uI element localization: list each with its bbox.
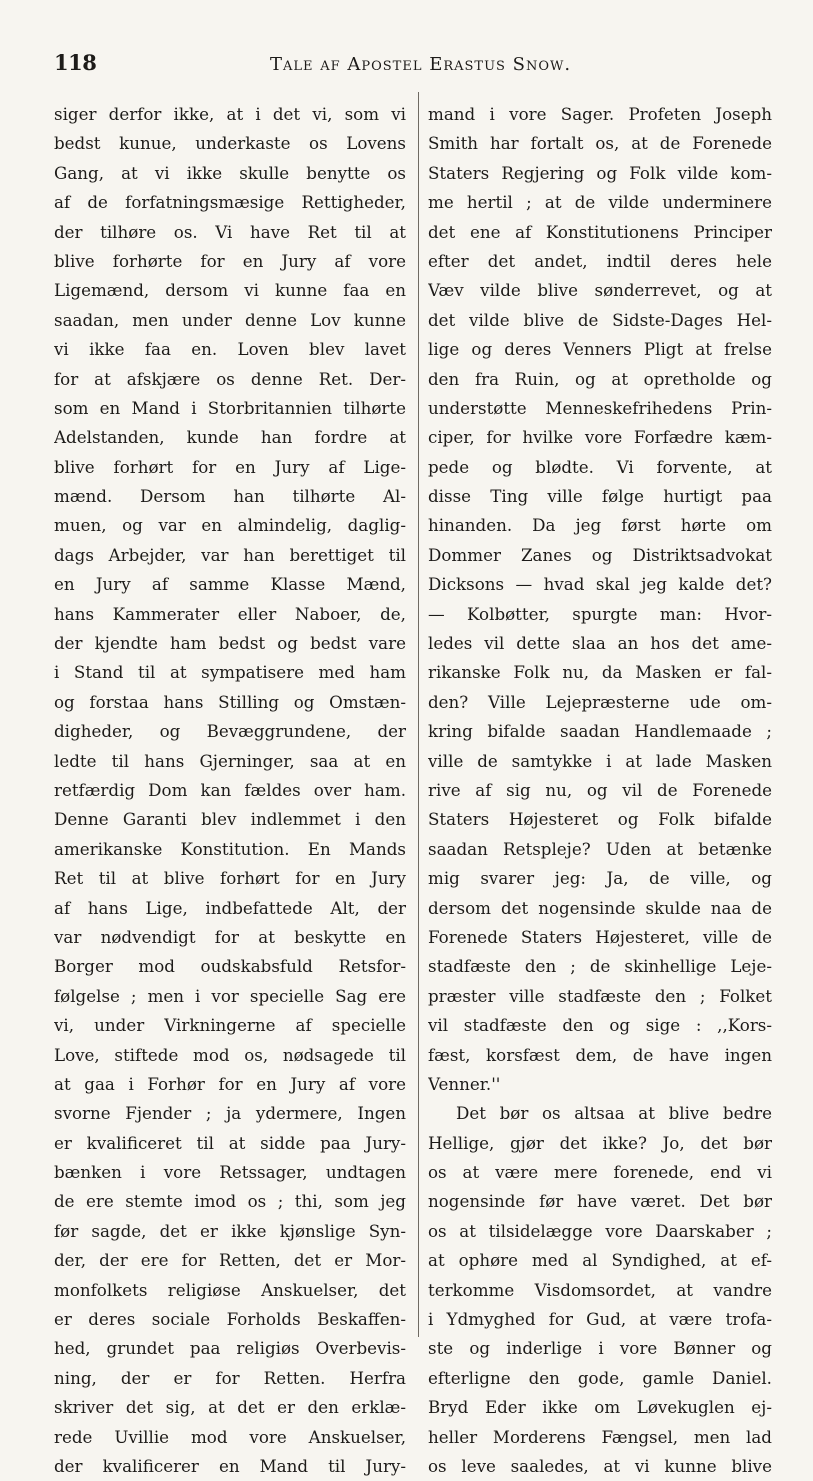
text-line: understøtte Menneskefrihedens Prin-	[428, 397, 772, 418]
left-column	[54, 100, 406, 1481]
running-head: Tale af Apostel Erastus Snow.	[270, 54, 572, 75]
text-line: digheder, og Bevæggrundene, der	[54, 721, 406, 742]
text-line: Venner.''	[428, 1073, 501, 1094]
text-line: skriver det sig, at det er den erklæ-	[54, 1397, 406, 1418]
page-header	[0, 50, 813, 90]
text-line: — Kolbøtter, spurgte man: Hvor-	[428, 603, 772, 624]
text-line: siger derfor ikke, at i det vi, som vi	[54, 104, 406, 124]
text-line: ledte til hans Gjerninger, saa at en	[54, 750, 406, 771]
text-line: pede og blødte. Vi forvente, at	[428, 456, 772, 477]
text-line: svorne Fjender ; ja ydermere, Ingen	[54, 1103, 406, 1124]
text-line: vil stadfæste den og sige : ,,Kors-	[428, 1015, 772, 1036]
text-line: der tilhøre os. Vi have Ret til at	[54, 221, 406, 242]
text-line: muen, og var en almindelig, daglig-	[54, 515, 406, 536]
text-line: Hellige, gjør det ikke? Jo, det bør	[428, 1132, 772, 1153]
text-line: Staters Regjering og Folk vilde kom-	[428, 162, 772, 183]
text-line: vi, under Virkningerne af specielle	[54, 1015, 406, 1036]
text-line: disse Ting ville følge hurtigt paa	[428, 486, 772, 507]
text-line: os at tilsidelægge vore Daarskaber ;	[428, 1220, 772, 1241]
text-line: Gang, at vi ikke skulle benytte os	[54, 162, 406, 183]
text-line: os leve saaledes, at vi kunne blive	[428, 1455, 772, 1476]
text-line: saadan Retspleje? Uden at betænke	[428, 838, 772, 859]
text-line: der kjendte ham bedst og bedst vare	[54, 633, 406, 654]
text-line: er kvalificeret til at sidde paa Jury-	[54, 1132, 406, 1153]
text-line: Bryd Eder ikke om Løvekuglen ej-	[428, 1397, 772, 1418]
text-line: rede Uvillie mod vore Anskuelser,	[54, 1426, 406, 1447]
text-line: bedst kunue, underkaste os Lovens	[54, 133, 406, 154]
text-line: Staters Højesteret og Folk bifalde	[428, 809, 772, 830]
text-line: ledes vil dette slaa an hos det ame-	[428, 633, 772, 654]
text-line: efter det andet, indtil deres hele	[428, 250, 772, 271]
text-line: Adelstanden, kunde han fordre at	[54, 427, 406, 448]
text-line: det vilde blive de Sidste-Dages Hel-	[428, 309, 772, 330]
text-line: i Stand til at sympatisere med ham	[54, 662, 406, 683]
text-line: ciper, for hvilke vore Forfædre kæm-	[428, 427, 772, 448]
text-line: at gaa i Forhør for en Jury af vore	[54, 1073, 406, 1094]
text-line: kring bifalde saadan Handlemaade ;	[428, 721, 772, 742]
column-divider	[418, 92, 419, 1337]
text-line: var nødvendigt for at beskytte en	[54, 926, 406, 947]
text-line: rive af sig nu, og vil de Forenede	[428, 779, 772, 800]
text-line: heller Morderens Fængsel, men lad	[428, 1426, 772, 1447]
text-line: den? Ville Lejepræsterne ude om-	[428, 691, 772, 712]
text-line: monfolkets religiøse Anskuelser, det	[54, 1279, 406, 1300]
text-line: af de forfatningsmæsige Rettigheder,	[54, 192, 406, 213]
text-line: de ere stemte imod os ; thi, som jeg	[54, 1191, 406, 1212]
text-line: Det bør os altsaa at blive bedre	[456, 1103, 772, 1124]
text-line: hed, grundet paa religiøs Overbevis-	[54, 1338, 406, 1359]
page-number: 118	[54, 50, 97, 75]
text-line: os at være mere forenede, end vi	[428, 1162, 772, 1183]
text-line: amerikanske Konstitution. En Mands	[54, 838, 406, 859]
text-line: at ophøre med al Syndighed, at ef-	[428, 1250, 772, 1271]
text-line: ste og inderlige i vore Bønner og	[428, 1338, 772, 1359]
text-line: stadfæste den ; de skinhellige Leje-	[428, 956, 772, 977]
text-line: hinanden. Da jeg først hørte om	[428, 515, 772, 536]
text-line: Love, stiftede mod os, nødsagede til	[54, 1044, 406, 1065]
right-column	[428, 100, 772, 1481]
text-line: blive forhørt for en Jury af Lige-	[54, 456, 406, 477]
text-line: den fra Ruin, og at opretholde og	[428, 368, 772, 389]
text-line: me hertil ; at de vilde underminere	[428, 192, 772, 213]
text-line: en Jury af samme Klasse Mænd,	[54, 574, 406, 595]
text-line: Væv vilde blive sønderrevet, og at	[428, 280, 772, 301]
text-line: ning, der er for Retten. Herfra	[54, 1367, 406, 1388]
text-line: er deres sociale Forholds Beskaffen-	[54, 1309, 406, 1330]
text-line: præster ville stadfæste den ; Folket	[428, 985, 772, 1006]
text-line: Denne Garanti blev indlemmet i den	[54, 809, 406, 830]
text-line: Smith har fortalt os, at de Forenede	[428, 133, 772, 154]
text-line: dags Arbejder, var han berettiget til	[54, 544, 406, 565]
text-line: som en Mand i Storbritannien tilhørte	[54, 397, 406, 418]
text-line: Ret til at blive forhørt for en Jury	[54, 868, 406, 889]
text-line: følgelse ; men i vor specielle Sag ere	[54, 985, 406, 1006]
text-line: lige og deres Venners Pligt at frelse	[428, 339, 772, 360]
text-line: det ene af Konstitutionens Principer	[428, 221, 772, 242]
text-line: mand i vore Sager. Profeten Joseph	[428, 104, 772, 124]
text-line: hans Kammerater eller Naboer, de,	[54, 603, 406, 624]
text-line: før sagde, det er ikke kjønslige Syn-	[54, 1220, 406, 1241]
text-line: mig svarer jeg: Ja, de ville, og	[428, 868, 772, 889]
text-line: af hans Lige, indbefattede Alt, der	[54, 897, 406, 918]
text-line: nogensinde før have været. Det bør	[428, 1191, 772, 1212]
text-line: og forstaa hans Stilling og Omstæn-	[54, 691, 406, 712]
text-line: terkomme Visdomsordet, at vandre	[428, 1279, 772, 1300]
text-line: vi ikke faa en. Loven blev lavet	[54, 339, 406, 360]
text-line: Dommer Zanes og Distriktsadvokat	[428, 544, 772, 565]
text-line: i Ydmyghed for Gud, at være trofa-	[428, 1309, 772, 1330]
text-line: efterligne den gode, gamle Daniel.	[428, 1367, 772, 1388]
text-line: Borger mod oudskabsfuld Retsfor-	[54, 956, 406, 977]
text-line: Forenede Staters Højesteret, ville de	[428, 926, 772, 947]
text-line: bænken i vore Retssager, undtagen	[54, 1162, 406, 1183]
text-line: blive forhørte for en Jury af vore	[54, 250, 406, 271]
text-line: Ligemænd, dersom vi kunne faa en	[54, 280, 406, 301]
text-line: retfærdig Dom kan fældes over ham.	[54, 779, 406, 800]
text-line: dersom det nogensinde skulde naa de	[428, 897, 772, 918]
text-line: ville de samtykke i at lade Masken	[428, 750, 772, 771]
text-line: saadan, men under denne Lov kunne	[54, 309, 406, 330]
text-line: der kvalificerer en Mand til Jury-	[54, 1455, 406, 1476]
text-line: Dicksons — hvad skal jeg kalde det?	[428, 574, 772, 595]
text-line: mænd. Dersom han tilhørte Al-	[54, 486, 406, 507]
text-line: for at afskjære os denne Ret. Der-	[54, 368, 406, 389]
text-line: der, der ere for Retten, det er Mor-	[54, 1250, 406, 1271]
text-line: fæst, korsfæst dem, de have ingen	[428, 1044, 772, 1065]
text-line: rikanske Folk nu, da Masken er fal-	[428, 662, 772, 683]
